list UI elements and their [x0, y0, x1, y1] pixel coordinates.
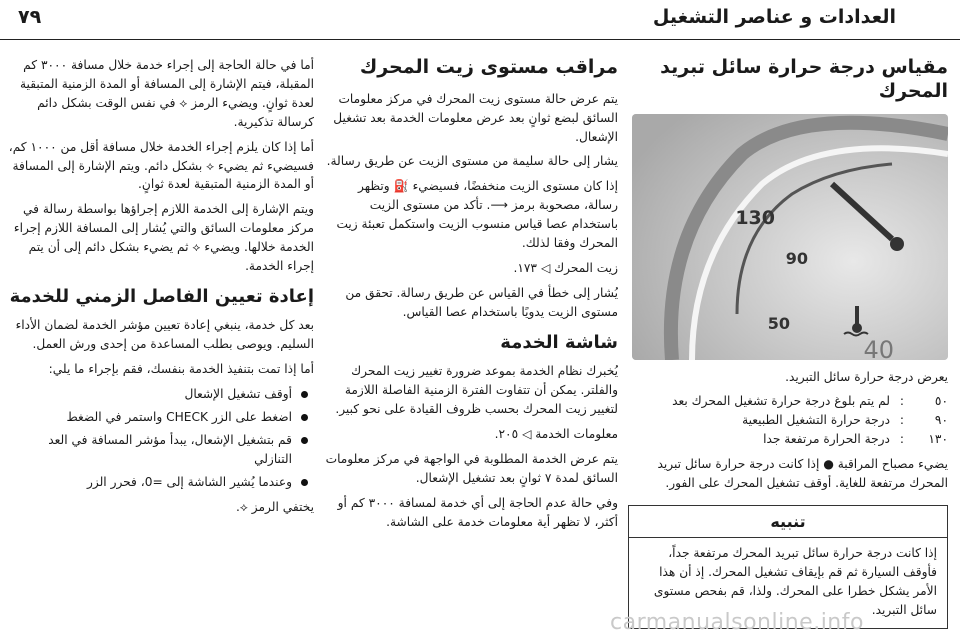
- page-header: [0, 0, 960, 40]
- oil-monitor-heading: مراقب مستوى زيت المحرك: [359, 56, 618, 78]
- list-item: أوقف تشغيل الإشعال: [8, 385, 314, 404]
- paragraph: أما إذا تمت بتنفيذ الخدمة بنفسك، فقم بإجراء ما يلي:: [48, 362, 314, 377]
- paragraph: يتم عرض الخدمة المطلوبة في الواجهة في مركز معلومات السائق لمدة ٧ ثوانٍ بعد تشغيل الإشعال.: [325, 451, 618, 485]
- paragraph: أما إذا كان يلزم إجراء الخدمة خلال مسافة أقل من ١٠٠٠ كم، فسيضيء ثم يضيء ⟡ بشكل دائم. ويتم الإشارة إلى المسافة أو المدة الزمنية المتبقية لعدة ثوانٍ.: [8, 139, 314, 192]
- header-title: العدادات و عناصر التشغيل: [652, 6, 896, 28]
- right-column: [628, 56, 948, 636]
- gauge-illustration: [632, 114, 948, 360]
- list-item: قم بتشغيل الإشعال، يبدأ مؤشر المسافة في العد التنازلي: [8, 431, 314, 469]
- temp-row: ١٣٠ : درجة الحرارة مرتفعة جدا: [763, 432, 948, 447]
- warning-paragraph: يضيء مصباح المراقبة ● إذا كانت درجة حرارة سائل تبريد المحرك مرتفعة للغاية. أوقف تشغيل المحرك على الفور.: [657, 457, 948, 491]
- coolant-gauge-image: [632, 114, 948, 360]
- temp-row: ٩٠ : درجة حرارة التشغيل الطبيعية: [742, 413, 948, 428]
- gauge-label-mid: 90: [785, 248, 808, 268]
- reset-interval-heading: إعادة تعيين الفاصل الزمني للخدمة: [9, 285, 314, 307]
- gauge-label-top: 130: [735, 206, 775, 229]
- paragraph: وفي حالة عدم الحاجة إلى أي خدمة لمسافة ٣٠٠٠ كم أو أكثر، لا تظهر أية معلومات خدمة على الشاشة.: [337, 495, 618, 529]
- paragraph: بعد كل خدمة، ينبغي إعادة تعيين مؤشر الخدمة لضمان الأداء السليم. ويوصى بطلب المساعدة من إحدى ورش العمل.: [15, 318, 314, 352]
- gauge-label-corner: 40: [863, 335, 894, 360]
- service-display-heading: شاشة الخدمة: [500, 331, 618, 353]
- middle-column: [322, 56, 618, 636]
- temperature-list: [628, 392, 948, 449]
- paragraph: ويتم الإشارة إلى الخدمة اللازم إجراؤها بواسطة رسالة في مركز معلومات السائق والتي يُشار إلى المسافة اللازم إجراء الخدمة خلالها. ويضيء ⟡ ثم يضيء بشكل دائم إلى أن يتم إجراء الخدمة.: [13, 202, 314, 274]
- cross-reference: زيت المحرك ◁ ١٧٣.: [513, 261, 618, 275]
- caution-title: تنبيه: [629, 506, 947, 538]
- paragraph: يتم عرض حالة مستوى زيت المحرك في مركز معلومات السائق لبضع ثوانٍ بعد عرض معلومات الخدمة بعد تشغيل الإشعال.: [333, 91, 618, 144]
- caution-text: إذا كانت درجة حرارة سائل تبريد المحرك مرتفعة جداً، فأوقف السيارة ثم قم بإيقاف تشغيل المحرك. إذ أن هذا الأمر يشكل خطرا على المحرك. ولذا، قم بفحص مستوى سائل التبريد.: [653, 545, 937, 617]
- paragraph: يُخبرك نظام الخدمة بموعد ضرورة تغيير زيت المحرك والفلتر. يمكن أن تتفاوت الفترة الزمنية الفاصلة اللازمة لتغيير زيت المحرك بحسب ظروف القيادة على نحو كبير.: [335, 364, 618, 417]
- list-item: وعندما يُشير الشاشة إلى =0، فحرر الزر: [8, 473, 314, 492]
- paragraph: يُشار إلى خطأ في القياس عن طريق رسالة. تحقق من مستوى الزيت يدويًا باستخدام عصا القياس.: [345, 285, 618, 319]
- list-item: اضغط على الزر CHECK واستمر في الضغط: [8, 408, 314, 427]
- paragraph: إذا كان مستوى الزيت منخفضًا، فسيضيء ⛽ وتظهر رسالة، مصحوبة برمز ⟶. تأكد من مستوى الزيت باستخدام عصا قياس منسوب الزيت واستكمل تعبئة زيت المحرك وفقا لذلك.: [336, 179, 618, 251]
- paragraph: يشار إلى حالة سليمة من مستوى الزيت عن طريق رسالة.: [326, 154, 618, 169]
- coolant-heading: مقياس درجة حرارة سائل تبريد المحرك: [660, 56, 948, 102]
- temp-row: ٥٠ : لم يتم بلوغ درجة حرارة تشغيل المحرك بعد: [672, 394, 948, 409]
- page-number: ٧٩: [18, 6, 42, 28]
- paragraph: أما في حالة الحاجة إلى إجراء خدمة خلال مسافة ٣٠٠٠ كم المقبلة، فيتم الإشارة إلى المسافة أو المدة الزمنية المتبقية لعدة ثوانٍ. ويضيء الرمز ⟡ في نفس الوقت بشكل دائم كرسالة تذكيرية.: [20, 58, 314, 129]
- paragraph: يختفي الرمز ⟡.: [235, 499, 314, 514]
- cross-reference: معلومات الخدمة ◁ ٢٠٥.: [494, 426, 618, 441]
- left-column: [8, 56, 314, 636]
- reset-steps-list: [8, 385, 314, 492]
- watermark: carmanualsonline.info: [610, 610, 864, 635]
- gauge-label-low: 50: [767, 313, 790, 333]
- coolant-intro: يعرض درجة حرارة سائل التبريد.: [785, 369, 948, 384]
